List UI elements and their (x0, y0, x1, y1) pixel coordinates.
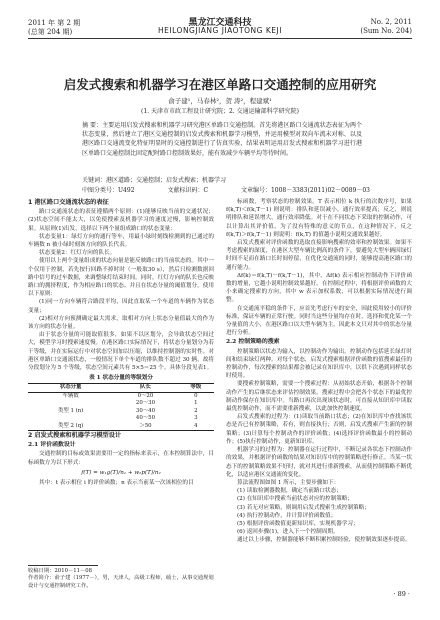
table-cell: 3 (194, 415, 198, 422)
paper-affiliation: (1. 天津市市政工程设计研究院；2. 交通运输部科学研究院) (141, 108, 299, 115)
journal-name: 黑龙江交通科技 (188, 18, 252, 28)
table-cell: 40～50 (135, 415, 156, 422)
table-cell (28, 415, 113, 422)
clc-number: 中图分类号：U492 (82, 187, 135, 194)
table-cell: 30～40 (135, 407, 156, 414)
state-level-table (28, 383, 214, 430)
table-header-row (28, 384, 214, 392)
header-total-issue-en: (Sum No. 204) (360, 27, 412, 35)
paragraph: (2)相对方向预测确定最大需求，取相对方向上状态分量值最大的作为该方向的状态分量。 (28, 315, 214, 331)
article-number: 文章编号：1008－3383(2011)02－0089－03 (240, 187, 370, 194)
table-row (28, 400, 214, 407)
table-cell: 0 (194, 392, 198, 399)
table-cell: 4 (194, 422, 198, 429)
table-row (28, 408, 214, 415)
list-item: (2) 在知识库中搜索当前状态对应的控制策略； (237, 496, 353, 503)
paragraph: 由于状态分量的可能取值很多，如果不以区划分，会导致状态空间过大，模型学习时搜索速度慢。在港区路口实际情况下，将状态分量划分为若干等级，并在实际运行中对状态空间加以压缩，以维持控制器的实时性。对港区单路口交通流状态，一般情况下单个车道的排队数不超过 30 辆，故将分段划分为 5 个等级，状态空间元素共有 5×5＝25 个。具体分段见表1。 (28, 332, 214, 372)
list-item: (1) 读取检测器数据，确定当前路口状态； (237, 488, 342, 495)
keywords: 关键词：港区道路；交通控制；启发式搜索；机器学习 (82, 177, 227, 184)
header-issue-en: No. 2, 2011 (370, 18, 412, 26)
journal-name-en: HEILONGJIANG JIAOTONG KEJI (158, 26, 282, 35)
paragraph: 其中：t 表示相位 i 的评价函数；n 表示当前某一次该相位的目 (39, 479, 194, 486)
paragraph: 在交通流平稳的条件下，应首先考虑行车的安全，因此使用较小的评价标准，保证车辆的正常行驶。同时当这些分量均存在时，选择和优化某一个分量值的大小，在港区路口以大型车辆为主，因此本文只对其中的状态分量进行分析。 (226, 305, 412, 337)
paragraph: 通过以上步骤，控制器能够不断积累控制经验，使控制效果逐步提高。 (237, 537, 411, 544)
table-row (28, 423, 214, 431)
paragraph: 标函数，考察状态的控制效果。T 表示相位 k 执行的次数序号，如果 f(k,T)＜f(k,T－1) 则说明：排队和延误减小，通行效率提高；反之，则说明排队和延误增大，通行效率降低。对于在不同状态下采取的控制动作，可以计算出其评价值，为了没有特殊的意义的节点，在这种情况下，反之 f(k,T)＞f(k,T－1) 则说明：f(k,T) 的值越小说明交通效果越好。 (226, 199, 412, 238)
paragraph: (1)同一方向车辆符合路段平均，因此直取某一个车道的车辆作为状态变量； (28, 299, 214, 314)
received-date: 收稿日期：2010－11－08 (28, 568, 93, 574)
paragraph: 控制策略以状态为输入，以控制动作为输出。控制动作包括延长绿灯时间和结束绿灯两种。对每个状态，启发式搜索根据评价函数的值搜索最佳的控制动作，每次搜索的结果都会被记录在知识库中，以供下次遇到同样状态时使用。 (226, 348, 412, 380)
left-column (28, 198, 214, 487)
evaluation-function-equation: f(T) = w₁g(T)/n₁ + w₂p(T)/n₂ (81, 469, 161, 476)
paragraph: 路口交通流状态的表征遵循两个原则：(1)能够反映当前的交通状况；(2)状态空间不能太大，以免使搜索及机器学习的速度过慢，影响控制效果。从原则(1)出发，选择以下两个量组成路口的状态变量： (28, 209, 214, 232)
header-total-issue: (总第 204 期) (28, 28, 73, 36)
section-heading-2: 2 启发式搜索和机器学习模型设计 (28, 431, 122, 439)
table-cell: 车辆数 (62, 392, 79, 399)
paragraph: 启发式搜索对评价函数的选取直接影响搜索的效率和控制效果。如果不考虑搜索的深度，在港区大型车辆比例高的条件下，要避免大型车辆因绿灯时间不足而在路口长时间停留，在优化交通流的同时，能够提高港区路口的通行能力。 (226, 240, 412, 271)
paragraph: 机器学习的过程为：控制器在运行过程中，不断记录各状态下控制动作的效果，并根据评价函数的结果对知识库中的控制策略进行修正。当某一状态下的控制策略效果不好时，就对其进行重新搜索，从而使控制策略不断优化，以适应港区交通流的变化。 (226, 447, 412, 478)
table-cell: 20～30 (135, 400, 156, 407)
author-bio: 作者简介：俞子建（1977－），男，天津人，高级工程师，硕士，从事交通规划设计与交通控制研究工作。 (28, 575, 214, 589)
table-cell: 类型 2 (q) (57, 422, 84, 429)
paragraph: 交通控制的目标或效果需要用一定的指标来表示，在本控制算法中，目标函数方为以下形式： (28, 451, 214, 466)
table-row (28, 392, 214, 400)
section-heading-1: 1 港区路口交通流状态的表征 (28, 199, 109, 206)
header-divider (28, 38, 412, 39)
table-header-cell: 队长 (140, 384, 151, 391)
list-item: (3) 若无对应策略，则调用启发式搜索生成控制策略； (237, 504, 370, 511)
paragraph: 启发式搜索的过程为：(1)读取当前路口状态；(2)在知识库中查找该状态是否已有控制策略，若有，则直接执行；否则，启发式搜索产生新的控制策略；(3)计算每个控制动作的评价函数；(4)选择评价函数最小的控制动作；(5)执行控制动作，更新知识库。 (226, 414, 412, 445)
subsection-heading-2-1: 2.1 评价函数设计 (28, 441, 76, 449)
footnote (28, 565, 214, 590)
table-cell: ＞50 (139, 422, 152, 429)
footnote-rule (28, 565, 98, 566)
list-item: (6) 返回步骤(1)，进入下一个控制周期。 (237, 529, 339, 536)
paragraph: 使用以上两个变量组成的状态向量是能反映路口的当前状态的。其中一个仅用于控制，若先按行回路不掉时时（一般取30 s），然后只检测数据回路中信号的过车数据，来调整绿灯结束时间。同时，红灯方向的队长也反映路口的拥挤程度，作为相应路口的状态。并且在状态分量的阈值划分，使用以下原则： (28, 258, 214, 298)
list-item: (5) 根据评价函数值更新知识库，实现机器学习； (237, 520, 359, 527)
paper-title: 启发式搜索和机器学习在港区单路口交通控制的应用研究 (63, 77, 377, 92)
paragraph: Δf(k)＝f(k,T)－f(k,T－1)，其中，Δf(k) 表示相应控制动作下评价函数的增量，它越小说明控制效果越好。在控制过程中，将根据评价函数的大小来确定搜索的方向，其中 w 表示加权系数，可以根据实际情况进行调整。 (226, 272, 412, 304)
table-header-cell: 等级 (190, 384, 202, 391)
document-code: 文献标识码：C (167, 187, 209, 194)
table-cell: 0～20 (137, 392, 154, 399)
paragraph: 状态变量2：红灯方向的队长。 (39, 250, 116, 257)
table-caption: 表 1 状态分量的等级划分 (89, 375, 153, 382)
paragraph: 算法流程图如图 1 所示，主要步骤如下： (237, 479, 340, 486)
subsection-heading-2-2: 2.2 控制策略的搜索 (226, 338, 280, 346)
classification-line (82, 185, 370, 194)
page-number: · 89 · (393, 590, 410, 598)
table-header-cell: 状态分量 (59, 384, 82, 391)
table-cell: 2 (194, 407, 198, 414)
header-issue: 2011 年 第 2 期 (28, 19, 81, 27)
table-cell (28, 400, 113, 407)
right-column (226, 198, 412, 545)
table-cell: 类型 1 (n) (57, 407, 84, 414)
paragraph: 状态变量1：绿灯方向的通行等车，用最小绿时刻线检测到的已通过的车辆数 n 被小绿时刻该方向的队长代表。 (28, 233, 214, 249)
paper-authors: 俞子建¹，马春林²，贺 涛²，程建斌¹ (168, 97, 272, 105)
table-cell: 1 (194, 400, 198, 407)
paragraph: 要搜索控制策略，需要一个搜索过程：从初始状态开始，根据各个控制动作产生的后继状态来评估控制效果。搜索过程中会把各个状态下的最优控制动作保存在知识库中。当路口再次出现该状态时，可直接从知识库中读取最优控制动作，而不需要重新搜索，以此加快控制速度。 (226, 381, 412, 413)
list-item: (4) 执行控制动作，并计算评价函数值； (237, 512, 337, 519)
table-row (28, 415, 214, 422)
abstract: 摘 要：主要运用启发式搜索和机器学习研究港区单路口交通控制。首先将港区路口交通流状态表征为两个状态变量，然后建立了港区交通控制的启发式搜索和机器学习模型，并运用模型对双向车流未对称、以及港区路口交通流变化特征明显时的交通控制进行了仿真实验，结果表明运用启发式搜索和机器学习进行港区单路口交通控制比固定配时路口控制效果好，能有效减少车辆平均等待时间。 (82, 122, 362, 157)
